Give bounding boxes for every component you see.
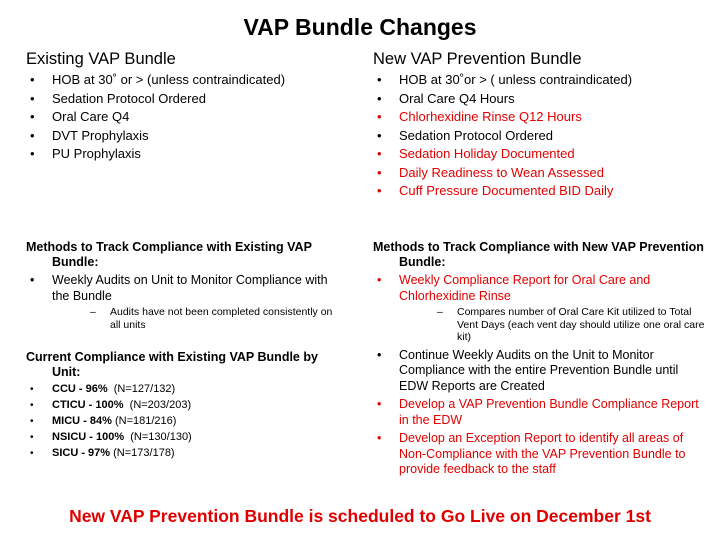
unit-item xyxy=(26,399,336,413)
list-item-new: • Daily Readiness to Wean Assessed xyxy=(373,165,703,181)
new-bundle-section xyxy=(373,50,703,202)
unit-detail: (N=173/178) xyxy=(113,447,175,459)
existing-methods-list xyxy=(26,273,336,331)
list-item: • Sedation Protocol Ordered xyxy=(26,91,346,107)
list-item: • HOB at 30˚ or > (unless contraindicated) xyxy=(26,72,346,88)
sub-list xyxy=(399,306,708,344)
existing-bundle-list xyxy=(26,72,346,162)
list-item-text: Weekly Audits on Unit to Monitor Compliance with the Bundle xyxy=(52,273,328,303)
unit-detail: (N=181/216) xyxy=(114,415,177,427)
list-item xyxy=(373,273,708,344)
list-item: • DVT Prophylaxis xyxy=(26,128,346,144)
sub-list-item: – Audits have not been completed consistently on all units xyxy=(52,306,336,331)
list-item: • HOB at 30˚or > ( unless contraindicated) xyxy=(373,72,703,88)
unit-name: SICU - 97% xyxy=(52,447,111,459)
sub-list xyxy=(52,306,336,331)
page-title: VAP Bundle Changes xyxy=(243,14,477,40)
list-item-new: • Chlorhexidine Rinse Q12 Hours xyxy=(373,109,703,125)
unit-compliance-list xyxy=(26,383,336,461)
unit-name: CCU - 96% xyxy=(52,383,108,395)
sub-list-item: – Compares number of Oral Care Kit utilized to Total Vent Days (each vent day should utilize one oral care kit) xyxy=(399,306,708,344)
unit-item xyxy=(26,415,336,429)
new-methods-list xyxy=(373,273,708,478)
unit-item xyxy=(26,431,336,445)
list-item: • Develop a VAP Prevention Bundle Compliance Report in the EDW xyxy=(373,397,708,428)
list-item: • PU Prophylaxis xyxy=(26,146,346,162)
list-item: • Develop an Exception Report to identify all areas of Non-Compliance with the VAP Prevention Bundle to provide feedback to the staff xyxy=(373,431,708,478)
new-methods-section xyxy=(373,240,708,481)
current-compliance-section xyxy=(26,350,336,463)
list-item: • Continue Weekly Audits on the Unit to Monitor Compliance with the entire Prevention Bundle until EDW Reports are Created xyxy=(373,348,708,395)
unit-name: CTICU - 100% xyxy=(52,399,124,411)
new-methods-heading: Methods to Track Compliance with New VAP Prevention Bundle: xyxy=(373,240,704,269)
new-bundle-heading: New VAP Prevention Bundle xyxy=(373,50,582,68)
list-item-new: • Sedation Holiday Documented xyxy=(373,146,703,162)
unit-item xyxy=(26,383,336,397)
unit-detail: (N=130/130) xyxy=(130,431,192,443)
unit-name: MICU - 84% xyxy=(52,415,112,427)
list-item-text: Weekly Compliance Report for Oral Care and Chlorhexidine Rinse xyxy=(399,273,651,303)
list-item xyxy=(26,273,336,331)
existing-methods-heading: Methods to Track Compliance with Existing VAP Bundle: xyxy=(26,240,312,269)
existing-bundle-section xyxy=(26,50,346,165)
list-item-new: • Cuff Pressure Documented BID Daily xyxy=(373,183,703,199)
unit-name: NSICU - 100% xyxy=(52,431,125,443)
list-item: • Oral Care Q4 xyxy=(26,109,346,125)
unit-detail: (N=203/203) xyxy=(129,399,192,411)
unit-item xyxy=(26,447,336,461)
list-item: • Sedation Protocol Ordered xyxy=(373,128,703,144)
unit-detail: (N=127/132) xyxy=(113,383,176,395)
current-compliance-heading: Current Compliance with Existing VAP Bundle by Unit: xyxy=(26,350,318,379)
go-live-banner: New VAP Prevention Bundle is scheduled to Go Live on December 1st xyxy=(69,506,651,526)
new-bundle-list xyxy=(373,72,703,199)
existing-bundle-heading: Existing VAP Bundle xyxy=(26,50,176,68)
existing-methods-section xyxy=(26,240,336,335)
list-item: • Oral Care Q4 Hours xyxy=(373,91,703,107)
